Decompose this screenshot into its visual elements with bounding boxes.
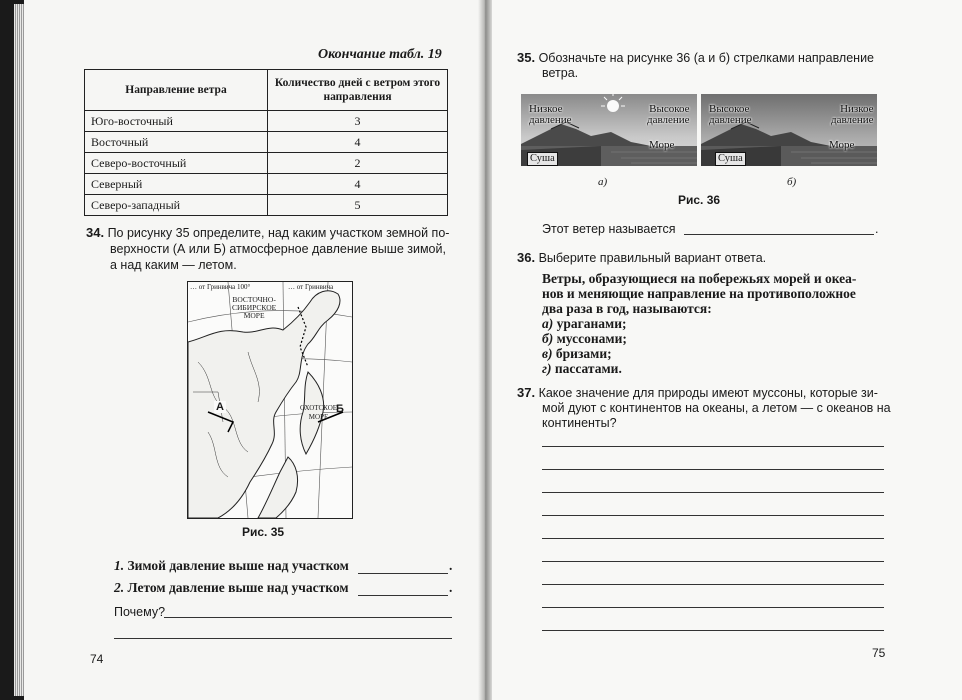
question-34-number: 34. (86, 225, 105, 240)
question-37-line3: континенты? (542, 416, 617, 430)
option-c-letter: в) (542, 346, 553, 361)
question-36 (517, 250, 766, 266)
question-35-line1: Обозначьте на рисунке 36 (а и б) стрелками направление (538, 51, 875, 65)
option-a-letter: а) (542, 316, 554, 331)
table-caption: Окончание табл. 19 (318, 47, 442, 62)
page-number-left: 74 (90, 652, 104, 666)
table-cell-days: 2 (268, 153, 448, 174)
question-34-line3: а над каким — летом. (110, 258, 237, 272)
answer-line[interactable] (542, 607, 884, 608)
why-line-1[interactable] (164, 617, 452, 618)
map-region-label (232, 296, 276, 320)
answer-line[interactable] (542, 630, 884, 631)
map-top-label-2: … от Гринвича (288, 283, 334, 291)
answer-1-end: . (449, 558, 453, 573)
panel-b-right-top: Низкое (840, 103, 874, 115)
answer-line[interactable] (542, 492, 884, 493)
table-cell-direction: Восточный (85, 132, 268, 153)
page-number-right: 75 (872, 646, 886, 660)
panel-a-left-top: Низкое (529, 103, 563, 115)
answer-line[interactable] (542, 561, 884, 562)
answer-line[interactable] (542, 446, 884, 447)
panel-a-right-bottom: давление (647, 114, 690, 126)
answer-line[interactable] (542, 469, 884, 470)
table-cell-direction: Северо-восточный (85, 153, 268, 174)
table-cell-direction: Северо-западный (85, 195, 268, 216)
answer-2-number: 2. (114, 580, 125, 595)
panel-b-right-bottom: давление (831, 114, 874, 126)
map-figure-35 (187, 281, 353, 519)
map-region-label-1: ВОСТОЧНО- (232, 295, 276, 304)
map-region-label-2: СИБИРСКОЕ (232, 303, 277, 312)
map-top-label-1: … от Гринвича 100° (190, 283, 251, 291)
table-cell-days: 4 (268, 174, 448, 195)
panel-a-right-top: Высокое (649, 103, 690, 115)
answer-line[interactable] (542, 538, 884, 539)
answer-2-end: . (449, 580, 453, 595)
panel-b-left-top: Высокое (709, 103, 750, 115)
panel-b-left-bottom: давление (709, 114, 752, 126)
wind-table (84, 69, 448, 216)
option-b-text: муссонами; (556, 331, 627, 346)
question-34-line2: верхности (А или Б) атмосферное давление выше зимой, (110, 242, 446, 256)
panel-b-left-pressure (709, 104, 752, 126)
book-gutter (478, 0, 492, 700)
map-marker-a: А (216, 401, 224, 413)
option-b-letter: б) (542, 331, 554, 346)
option-b[interactable] (542, 331, 627, 347)
answer-2-text: Летом давление выше над участком (127, 580, 349, 595)
table-row (85, 153, 448, 174)
option-d-text: пассатами. (554, 361, 622, 376)
question-37-line2: мой дуют с континентов на океаны, а летом — с океанов на (542, 401, 891, 415)
answer-2 (114, 580, 349, 596)
table-header-direction: Направление ветра (85, 70, 268, 111)
table-cell-days: 4 (268, 132, 448, 153)
map-okhotsk-label-1: ОХОТСКОЕ (300, 404, 338, 412)
option-a-text: ураганами; (556, 316, 627, 331)
table-header-days: Количество дней с ветром этого направления (268, 70, 448, 111)
question-36-text: Выберите правильный вариант ответа. (538, 251, 767, 265)
option-c[interactable] (542, 346, 612, 362)
table-row (85, 195, 448, 216)
figure-36-panel-a (521, 94, 697, 166)
why-line-2[interactable] (114, 638, 452, 639)
question-35-number: 35. (517, 50, 536, 65)
question-35 (517, 50, 874, 66)
option-a[interactable] (542, 316, 627, 332)
question-34-line1: По рисунку 35 определите, над каким участком земной по- (107, 226, 450, 240)
answer-2-line[interactable] (358, 595, 448, 596)
map-okhotsk-label-2: МОРЕ (308, 413, 329, 421)
panel-a-left-pressure (529, 104, 572, 126)
question-36-stem-1: Ветры, образующиеся на побережьях морей и океа- (542, 271, 857, 286)
panel-a-label: а) (598, 176, 608, 188)
panel-b-sea: Море (829, 139, 855, 151)
figure-35-caption: Рис. 35 (242, 525, 285, 539)
table-row (85, 111, 448, 132)
table-row (85, 132, 448, 153)
table-cell-days: 5 (268, 195, 448, 216)
map-region-label-3: МОРЕ (243, 311, 265, 320)
panel-a-land: Суша (527, 152, 558, 166)
panel-b-right-pressure (831, 104, 874, 126)
question-37-number: 37. (517, 385, 536, 400)
answer-1-text: Зимой давление выше над участком (127, 558, 349, 573)
panel-a-sea: Море (649, 139, 675, 151)
figure-36-panel-b (701, 94, 877, 166)
panel-b-label: б) (787, 176, 797, 188)
table-header-row (85, 70, 448, 111)
option-c-text: бризами; (555, 346, 612, 361)
question-34 (86, 225, 456, 241)
answer-line[interactable] (542, 515, 884, 516)
question-36-stem-3: два раза в год, называются: (542, 301, 712, 316)
panel-a-left-bottom: давление (529, 114, 572, 126)
map-okhotsk-label (300, 404, 337, 422)
table-cell-direction: Юго-восточный (85, 111, 268, 132)
question-37-line1: Какое значение для природы имеют муссоны, которые зи- (538, 386, 878, 400)
panel-b-land: Суша (715, 152, 746, 166)
question-36-number: 36. (517, 250, 536, 265)
map-marker-b: Б (336, 403, 344, 415)
table-cell-direction: Северный (85, 174, 268, 195)
figure-36-caption: Рис. 36 (678, 193, 721, 207)
why-label: Почему? (114, 605, 166, 619)
table-row (85, 174, 448, 195)
answer-1 (114, 558, 349, 574)
panel-a-right-pressure (647, 104, 690, 126)
table-cell-days: 3 (268, 111, 448, 132)
option-d-letter: г) (542, 361, 552, 376)
answer-1-number: 1. (114, 558, 125, 573)
wind-called-end: . (875, 222, 879, 236)
wind-called-line[interactable] (684, 234, 874, 235)
option-d[interactable] (542, 361, 622, 377)
answer-line[interactable] (542, 584, 884, 585)
wind-called-label: Этот ветер называется (542, 222, 676, 236)
answer-1-line[interactable] (358, 573, 448, 574)
question-37 (517, 385, 878, 401)
question-35-line2: ветра. (542, 66, 579, 80)
question-36-stem-2: нов и меняющие направление на противоположное (542, 286, 856, 301)
